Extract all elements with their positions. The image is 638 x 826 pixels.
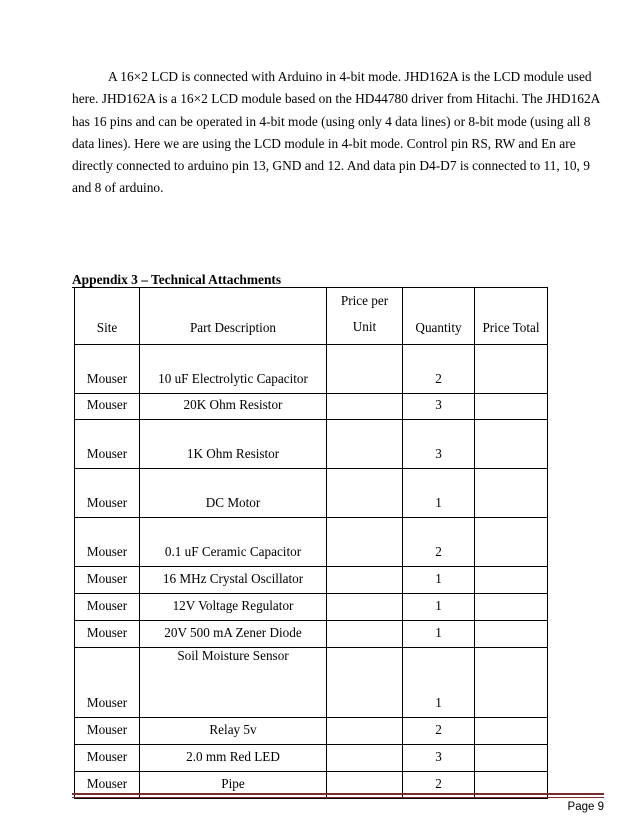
cell-price-per-unit <box>327 567 403 594</box>
table-row <box>75 420 548 469</box>
cell-description: 16 MHz Crystal Oscillator <box>140 567 327 594</box>
cell-description: 20V 500 mA Zener Diode <box>140 621 327 648</box>
cell-site: Mouser <box>75 518 140 567</box>
cell-description: 2.0 mm Red LED <box>140 745 327 772</box>
body-paragraph <box>72 66 604 200</box>
cell-site: Mouser <box>75 394 140 420</box>
table-row <box>75 469 548 518</box>
cell-price-per-unit <box>327 745 403 772</box>
appendix-title: Appendix 3 – Technical Attachments <box>72 272 282 287</box>
page-number: Page 9 <box>567 801 604 813</box>
cell-description: 0.1 uF Ceramic Capacitor <box>140 518 327 567</box>
cell-site: Mouser <box>75 420 140 469</box>
header-price-total: Price Total <box>475 288 548 345</box>
cell-quantity: 1 <box>403 469 475 518</box>
cell-price-per-unit <box>327 345 403 394</box>
cell-price-total <box>475 621 548 648</box>
cell-price-per-unit <box>327 394 403 420</box>
cell-price-total <box>475 718 548 745</box>
cell-description: 20K Ohm Resistor <box>140 394 327 420</box>
header-price-line-1: Price per <box>340 293 389 308</box>
cell-price-per-unit <box>327 518 403 567</box>
table-row <box>75 518 548 567</box>
cell-site: Mouser <box>75 718 140 745</box>
cell-description: Relay 5v <box>140 718 327 745</box>
cell-site: Mouser <box>75 567 140 594</box>
header-price-per-unit <box>327 288 403 345</box>
cell-description: DC Motor <box>140 469 327 518</box>
table-row <box>75 594 548 621</box>
cell-price-total <box>475 518 548 567</box>
cell-quantity: 3 <box>403 420 475 469</box>
cell-price-total <box>475 420 548 469</box>
table-row <box>75 745 548 772</box>
cell-quantity: 2 <box>403 518 475 567</box>
cell-quantity: 1 <box>403 621 475 648</box>
cell-site: Mouser <box>75 345 140 394</box>
cell-site: Mouser <box>75 745 140 772</box>
cell-quantity: 1 <box>403 648 475 718</box>
header-description: Part Description <box>140 288 327 345</box>
cell-site: Mouser <box>75 594 140 621</box>
header-price-line-2: Unit <box>352 319 377 334</box>
cell-price-total <box>475 469 548 518</box>
table-row <box>75 621 548 648</box>
cell-price-total <box>475 648 548 718</box>
footer-rule <box>72 793 604 795</box>
paragraph-text: A 16×2 LCD is connected with Arduino in 4-bit mode. JHD162A is the LCD module used here. JHD162A is a 16×2 LCD module based on the HD44780 driver from Hitachi. The JHD162A has 16 pins and can be operated in 4-bit mode (using only 4 data lines) or 8-bit mode (using all 8 data lines). Here we are using the LCD module in 4-bit mode. Control pin RS, RW and En are directly connected to arduino pin 13, GND and 12. And data pin D4-D7 is connected to 11, 10, 9 and 8 of arduino. <box>72 69 600 196</box>
cell-price-per-unit <box>327 621 403 648</box>
cell-price-per-unit <box>327 420 403 469</box>
cell-quantity: 1 <box>403 594 475 621</box>
header-quantity: Quantity <box>403 288 475 345</box>
cell-description: 12V Voltage Regulator <box>140 594 327 621</box>
cell-description: Pipe <box>140 772 327 799</box>
cell-quantity: 1 <box>403 567 475 594</box>
cell-description: 1K Ohm Resistor <box>140 420 327 469</box>
cell-site: Mouser <box>75 648 140 718</box>
cell-quantity: 3 <box>403 745 475 772</box>
header-site: Site <box>75 288 140 345</box>
cell-price-per-unit <box>327 594 403 621</box>
table-header-row <box>75 288 548 345</box>
parts-table <box>74 287 548 799</box>
cell-price-total <box>475 594 548 621</box>
cell-site: Mouser <box>75 469 140 518</box>
cell-price-total <box>475 394 548 420</box>
cell-quantity: 3 <box>403 394 475 420</box>
cell-price-per-unit <box>327 648 403 718</box>
table-row <box>75 567 548 594</box>
cell-price-per-unit <box>327 718 403 745</box>
table-row <box>75 345 548 394</box>
footer-rule-thin <box>72 797 604 798</box>
cell-price-total <box>475 567 548 594</box>
cell-description: 10 uF Electrolytic Capacitor <box>140 345 327 394</box>
cell-price-total <box>475 345 548 394</box>
cell-price-total <box>475 745 548 772</box>
table-row <box>75 394 548 420</box>
table-row <box>75 718 548 745</box>
cell-description: Soil Moisture Sensor <box>140 648 327 718</box>
cell-site: Mouser <box>75 621 140 648</box>
cell-site: Mouser <box>75 772 140 799</box>
cell-price-per-unit <box>327 469 403 518</box>
cell-quantity: 2 <box>403 772 475 799</box>
cell-quantity: 2 <box>403 345 475 394</box>
table-row <box>75 648 548 718</box>
cell-quantity: 2 <box>403 718 475 745</box>
